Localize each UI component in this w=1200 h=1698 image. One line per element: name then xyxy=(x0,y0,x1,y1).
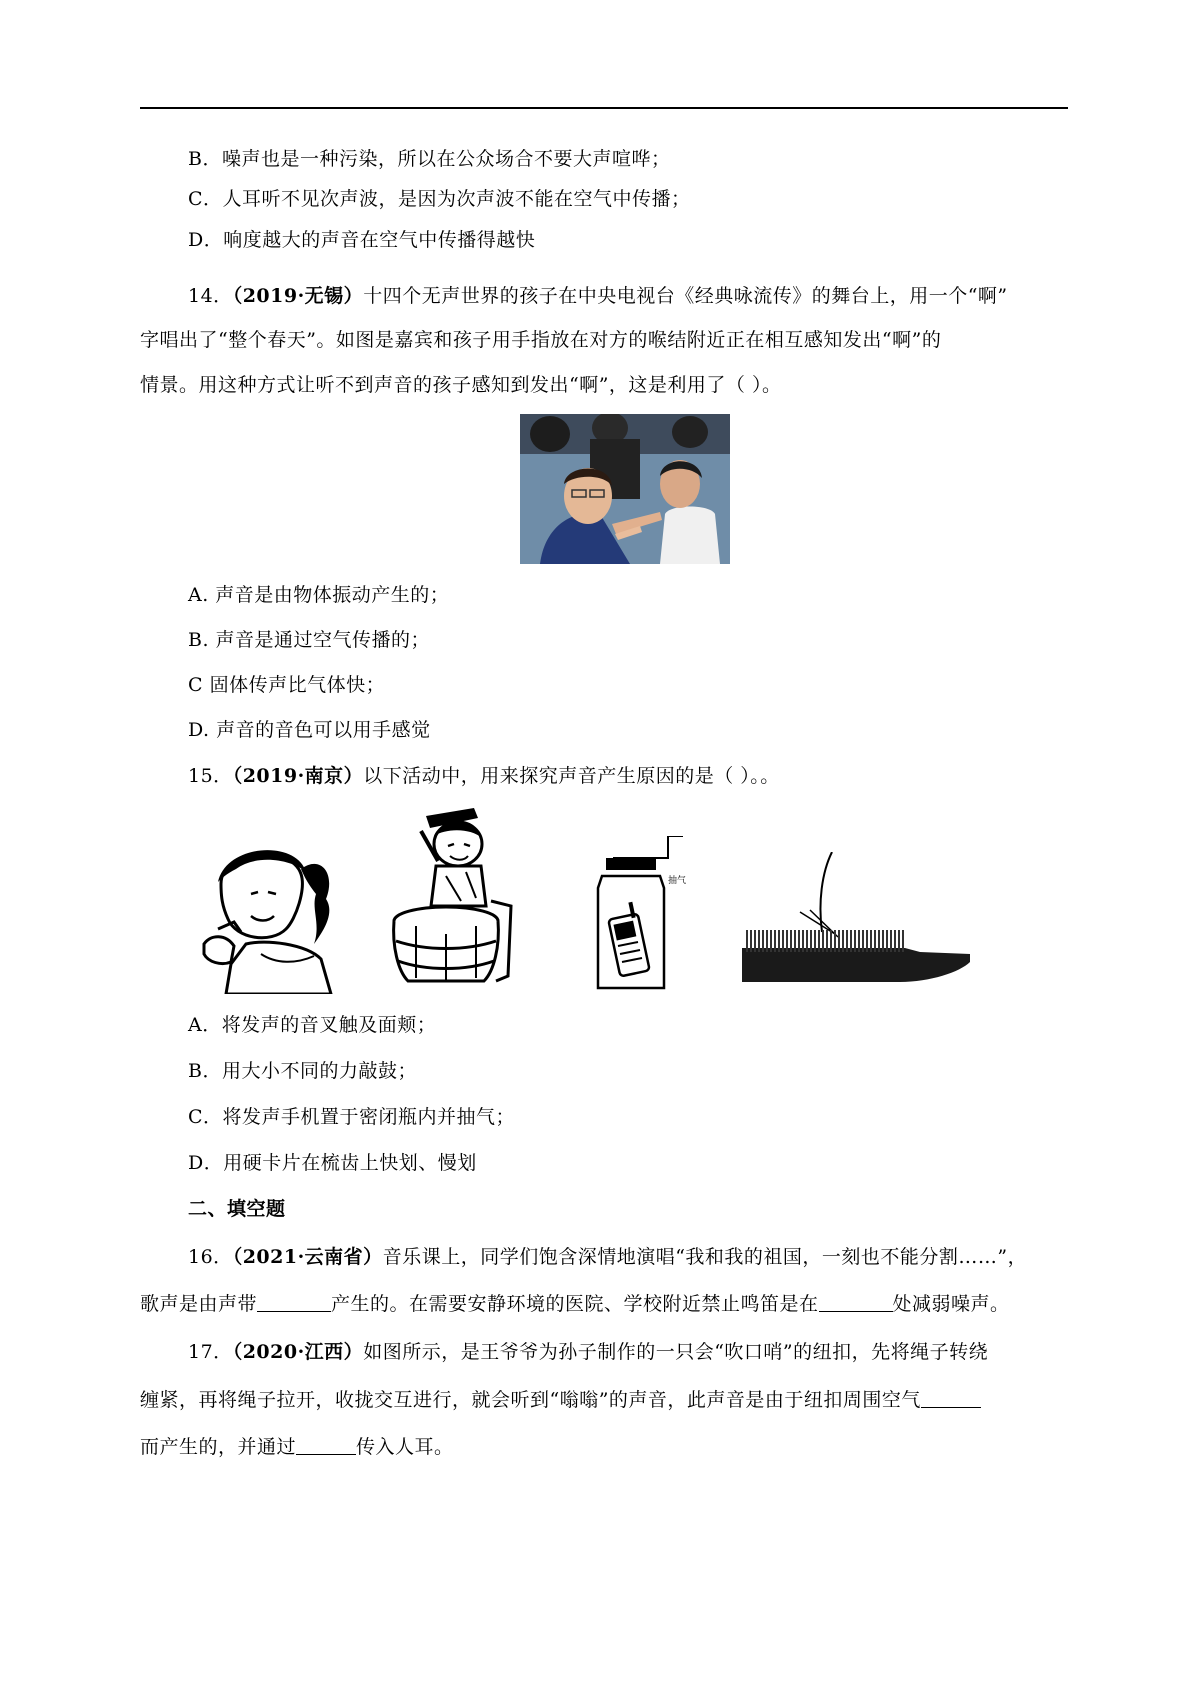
q15-figure-girl-tuning-fork xyxy=(196,834,376,998)
q17-stem-line1: 17．（2020·江西）如图所示，是王爷爷为孙子制作的一只会“吹口哨”的纽扣，先将绳子转绕 xyxy=(188,1341,989,1363)
q15-option-b: B．用大小不同的力敲鼓； xyxy=(188,1060,417,1082)
q14-option-d: D. 声音的音色可以用手感觉 xyxy=(188,719,431,741)
q14-stem-line2: 字唱出了“整个春天”。如图是嘉宾和孩子用手指放在对方的喉结附近正在相互感知发出“啊”的 xyxy=(140,329,942,351)
q15-stem-line1: 15．（2019·南京）以下活动中，用来探究声音产生原因的是（ ）。。 xyxy=(188,765,780,787)
q16-blank-2[interactable] xyxy=(819,1293,893,1312)
q17-blank-2[interactable] xyxy=(296,1436,356,1455)
q13-option-c: C．人耳听不见次声波，是因为次声波不能在空气中传播； xyxy=(188,188,691,210)
q14-source: （2019·无锡） xyxy=(232,285,364,307)
q17-blank-1[interactable] xyxy=(921,1389,981,1408)
q13-option-b: B．噪声也是一种污染，所以在公众场合不要大声喧哗； xyxy=(188,148,671,170)
q17-number: 17． xyxy=(188,1341,233,1363)
q15-source: （2019·南京） xyxy=(232,765,364,787)
q17-stem-line3: 而产生的，并通过 传入人耳。 xyxy=(140,1436,454,1458)
q16-stem-line1: 16．（2021·云南省）音乐课上，同学们饱含深情地演唱“我和我的祖国，一刻也不能分割……”， xyxy=(188,1246,1028,1268)
q15-figure-comb-card xyxy=(740,852,980,986)
q15-option-c: C．将发声手机置于密闭瓶内并抽气； xyxy=(188,1106,516,1128)
q14-stem-line1: 14．（2019·无锡）十四个无声世界的孩子在中央电视台《经典咏流传》的舞台上，用一个“啊” xyxy=(188,285,1008,307)
q14-option-c: C 固体传声比气体快； xyxy=(188,674,386,696)
q16-blank-1[interactable] xyxy=(257,1293,331,1312)
q15-option-a: A．将发声的音叉触及面颊； xyxy=(188,1014,437,1036)
header-rule xyxy=(140,107,1068,109)
q15-figure-boy-drum xyxy=(386,806,516,1000)
q14-photo xyxy=(520,414,730,568)
q14-option-b: B. 声音是通过空气传播的； xyxy=(188,629,431,651)
section-title-fill-in-blank: 二、填空题 xyxy=(188,1198,286,1220)
q15-option-d: D．用硬卡片在梳齿上快划、慢划 xyxy=(188,1152,477,1174)
q14-number: 14． xyxy=(188,285,233,307)
q15-bottle-label: 抽气 xyxy=(668,876,687,886)
q15-figure-phone-in-jar xyxy=(588,836,698,1000)
q16-source: （2021·云南省） xyxy=(232,1246,383,1268)
q17-source: （2020·江西） xyxy=(232,1341,364,1363)
q16-stem-line2: 歌声是由声带 产生的。在需要安静环境的医院、学校附近禁止鸣笛是在 处减弱噪声。 xyxy=(140,1293,1010,1315)
q13-option-d: D．响度越大的声音在空气中传播得越快 xyxy=(188,229,536,251)
q16-number: 16． xyxy=(188,1246,233,1268)
q15-number: 15． xyxy=(188,765,233,787)
q14-option-a: A. 声音是由物体振动产生的； xyxy=(188,584,450,606)
q14-stem-line3: 情景。用这种方式让听不到声音的孩子感知到发出“啊”，这是利用了（ ）。 xyxy=(140,374,782,396)
q17-stem-line2: 缠紧，再将绳子拉开，收拢交互进行，就会听到“嗡嗡”的声音，此声音是由于纽扣周围空气 xyxy=(140,1387,1080,1413)
